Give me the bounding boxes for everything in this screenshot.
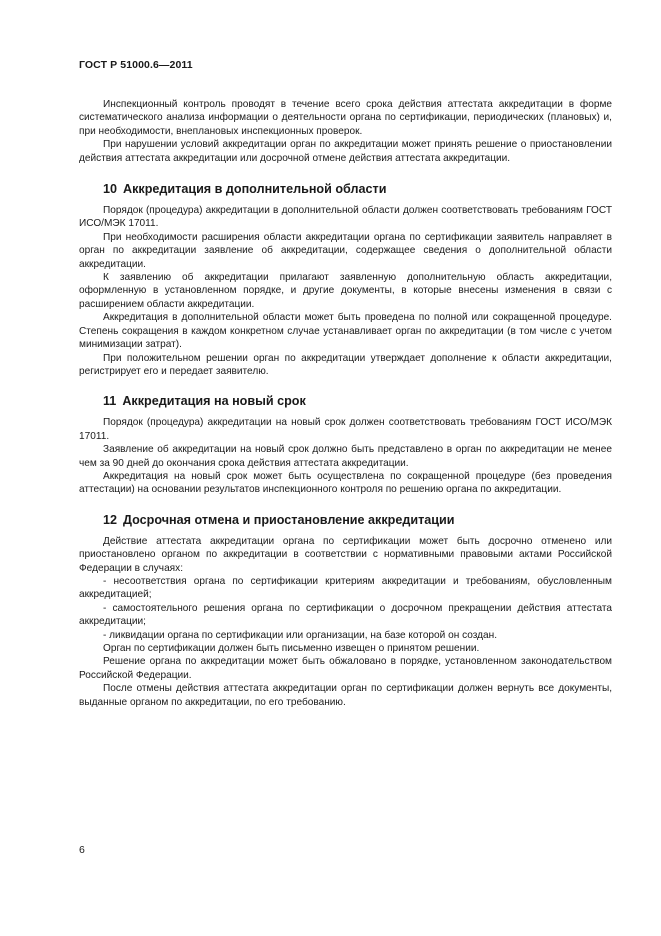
paragraph: Действие аттестата аккредитации органа по сертификации может быть досрочно отменено или приостановлено органом по аккредитации в соответствии с нормативными правовыми актами Российской Федерации в случаях: <box>79 535 612 574</box>
section-title: Аккредитация в дополнительной области <box>123 182 387 197</box>
page-number: 6 <box>79 844 85 856</box>
document-header: ГОСТ Р 51000.6—2011 <box>79 59 193 71</box>
section-number: 10 <box>103 182 118 197</box>
section-heading-10 <box>79 181 612 197</box>
paragraph: Инспекционный контроль проводят в течение всего срока действия аттестата аккредитации в форме систематического анализа информации о деятельности органа по сертификации, периодических (плановых) и, при необходимости, внеплановых инспекционных проверок. <box>79 99 612 137</box>
section-number: 11 <box>103 394 117 409</box>
paragraph: Решение органа по аккредитации может быть обжаловано в порядке, установленном законодательством Российской Федерации. <box>79 656 612 681</box>
list-item: - самостоятельного решения органа по сертификации о досрочном прекращении действия аттестата аккредитации; <box>79 602 612 628</box>
section-title: Аккредитация на новый срок <box>122 394 306 409</box>
paragraph: При положительном решении орган по аккредитации утверждает дополнение к области аккредитации, регистрирует его и передает заявителю. <box>79 352 612 377</box>
paragraph: При нарушении условий аккредитации орган по аккредитации может принять решение о приостановлении действия аттестата аккредитации или досрочной отмене действия аттестата аккредитации. <box>79 139 612 164</box>
paragraph: Порядок (процедура) аккредитации в дополнительной области должен соответствовать требованиям ГОСТ ИСО/МЭК 17011. <box>79 205 612 230</box>
paragraph: Аккредитация на новый срок может быть осуществлена по сокращенной процедуре (без проведения аттестации) на основании результатов инспекционного контроля по решению органа по аккредитации. <box>79 470 612 496</box>
paragraph: К заявлению об аккредитации прилагают заявленную дополнительную область аккредитации, оформленную в установленном порядке, и другие документы, в которые внесены изменения в связи с расширением области аккредитации. <box>79 272 612 310</box>
document-body <box>79 98 612 709</box>
section-heading-12 <box>79 512 612 528</box>
list-item: - ликвидации органа по сертификации или организации, на базе которой он создан. <box>103 629 498 641</box>
section-heading-11 <box>79 393 612 409</box>
paragraph: После отмены действия аттестата аккредитации орган по сертификации должен вернуть все документы, выданные органом по аккредитации, по его требованию. <box>79 683 612 708</box>
paragraph: Порядок (процедура) аккредитации на новый срок должен соответствовать требованиям ГОСТ ИСО/МЭК 17011. <box>79 417 612 442</box>
section-title: Досрочная отмена и приостановление аккредитации <box>123 512 455 527</box>
paragraph: Заявление об аккредитации на новый срок должно быть представлено в орган по аккредитации не менее чем за 90 дней до окончания срока действия аттестата аккредитации. <box>79 444 612 469</box>
paragraph: Аккредитация в дополнительной области может быть проведена по полной или сокращенной процедуре. Степень сокращения в каждом конкретном случае устанавливает орган по аккредитации (в том числе с учетом минимизации затрат). <box>79 312 612 351</box>
paragraph: При необходимости расширения области аккредитации органа по сертификации заявитель направляет в орган по аккредитации заявление об аккредитации, содержащее сведения о дополнительной области аккредитации. <box>79 231 612 270</box>
section-number: 12 <box>103 512 118 527</box>
list-item: - несоответствия органа по сертификации критериям аккредитации и требованиям, обусловленным аккредитацией; <box>79 575 612 601</box>
paragraph: Орган по сертификации должен быть письменно извещен о принятом решении. <box>103 643 480 654</box>
